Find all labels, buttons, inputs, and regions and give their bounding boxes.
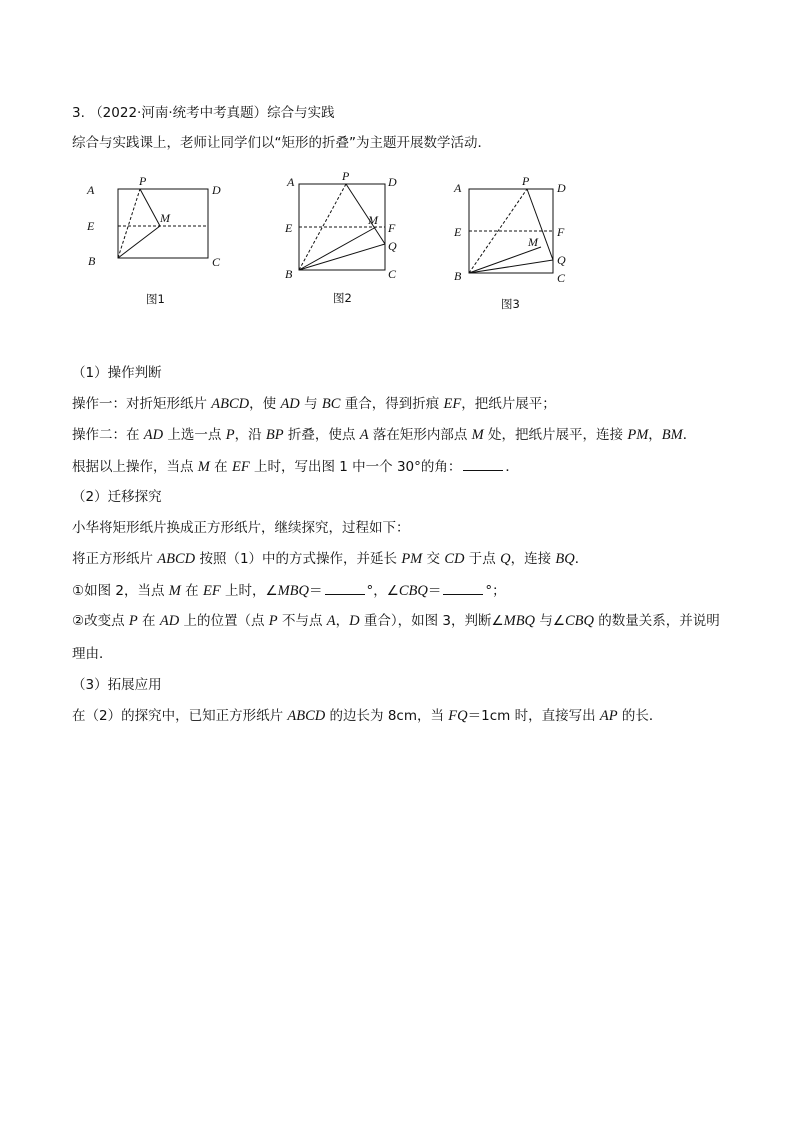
intro-text: 综合与实践课上，老师让同学们以“矩形的折叠”为主题开展数学活动． [72, 135, 491, 151]
fig2-segment-pq [346, 184, 385, 244]
fig1-segment-pm [140, 189, 160, 226]
fig2-label-a: A [287, 175, 295, 189]
part3-question: 在（2）的探究中，已知正方形纸片 ABCD 的边长为 8cm，当 FQ＝1cm 时，直接写出 AP 的长． [72, 708, 663, 724]
fig2-label-f: F [388, 221, 396, 235]
figures [80, 168, 580, 318]
fig1-caption: 图1 [146, 292, 165, 306]
fig3-label-e: E [454, 225, 462, 239]
fig3-label-b: B [454, 269, 462, 283]
fig1-label-b: B [88, 254, 96, 268]
fig3-label-a: A [454, 181, 462, 195]
part3-heading: （3）拓展应用 [72, 677, 162, 693]
answer-blank-cbq[interactable] [443, 581, 483, 595]
fig3-segment-bm [469, 247, 541, 273]
fig1-label-p: P [139, 174, 147, 188]
fig2-label-c: C [388, 267, 397, 281]
part2-question2: ②改变点 P 在 AD 上的位置（点 P 不与点 A，D 重合），如图 3，判断∠MBQ 与∠CBQ 的数量关系，并说明 [72, 613, 720, 629]
part2-sentence2: 将正方形纸片 ABCD 按照（1）中的方式操作，并延长 PM 交 CD 于点 Q，连接 BQ． [72, 551, 589, 567]
fig2-segment-bq [299, 244, 385, 270]
fig1-label-c: C [212, 255, 221, 269]
fig2-label-m: M [368, 213, 378, 227]
fig1-label-d: D [212, 183, 221, 197]
part1-heading: （1）操作判断 [72, 365, 162, 381]
fig2-segment-bm [299, 227, 376, 270]
problem-number: 3. [72, 105, 85, 121]
fig1-fold-bp [118, 189, 140, 258]
part2-sentence1: 小华将矩形纸片换成正方形纸片，继续探究，过程如下： [72, 520, 410, 536]
part1-operation2: 操作二：在 AD 上选一点 P，沿 BP 折叠，使点 A 落在矩形内部点 M 处，把纸片展平，连接 PM，BM． [72, 427, 697, 443]
answer-blank[interactable] [463, 457, 503, 471]
fig3-label-c: C [557, 271, 566, 285]
fig3-segment-pq [527, 189, 553, 260]
fig2-caption: 图2 [333, 291, 352, 305]
part2-question1: ①如图 2，当点 M 在 EF 上时，∠MBQ＝ °，∠CBQ＝ °； [72, 583, 506, 599]
fig2-label-d: D [388, 175, 397, 189]
part1-question: 根据以上操作，当点 M 在 EF 上时，写出图 1 中一个 30°的角： ． [72, 459, 519, 475]
fig1-label-a: A [87, 183, 95, 197]
part2-heading: （2）迁移探究 [72, 489, 162, 505]
fig3-label-q: Q [557, 253, 566, 267]
part1-operation1: 操作一：对折矩形纸片 ABCD，使 AD 与 BC 重合，得到折痕 EF，把纸片展平； [72, 396, 556, 412]
fig3-label-m: M [528, 235, 538, 249]
fig3-label-d: D [557, 181, 566, 195]
fig3-fold-bp [469, 189, 527, 273]
fig3-label-f: F [557, 225, 565, 239]
fig1-segment-bm [118, 226, 160, 258]
problem-header [72, 104, 335, 122]
fig1-label-m: M [160, 211, 170, 225]
fig2-label-q: Q [388, 239, 397, 253]
part2-question2-end: 理由． [72, 646, 113, 662]
fig2-label-e: E [285, 221, 293, 235]
fig3-caption: 图3 [501, 297, 520, 311]
figure-2 [299, 184, 385, 270]
fig1-label-e: E [87, 219, 95, 233]
figure-3 [469, 189, 553, 273]
answer-blank-mbq[interactable] [325, 581, 365, 595]
fig2-label-b: B [285, 267, 293, 281]
problem-source: （2022·河南·统考中考真题）综合与实践 [89, 105, 335, 121]
fig3-label-p: P [522, 174, 530, 188]
fig2-label-p: P [342, 169, 350, 183]
fig3-segment-bq [469, 260, 553, 273]
